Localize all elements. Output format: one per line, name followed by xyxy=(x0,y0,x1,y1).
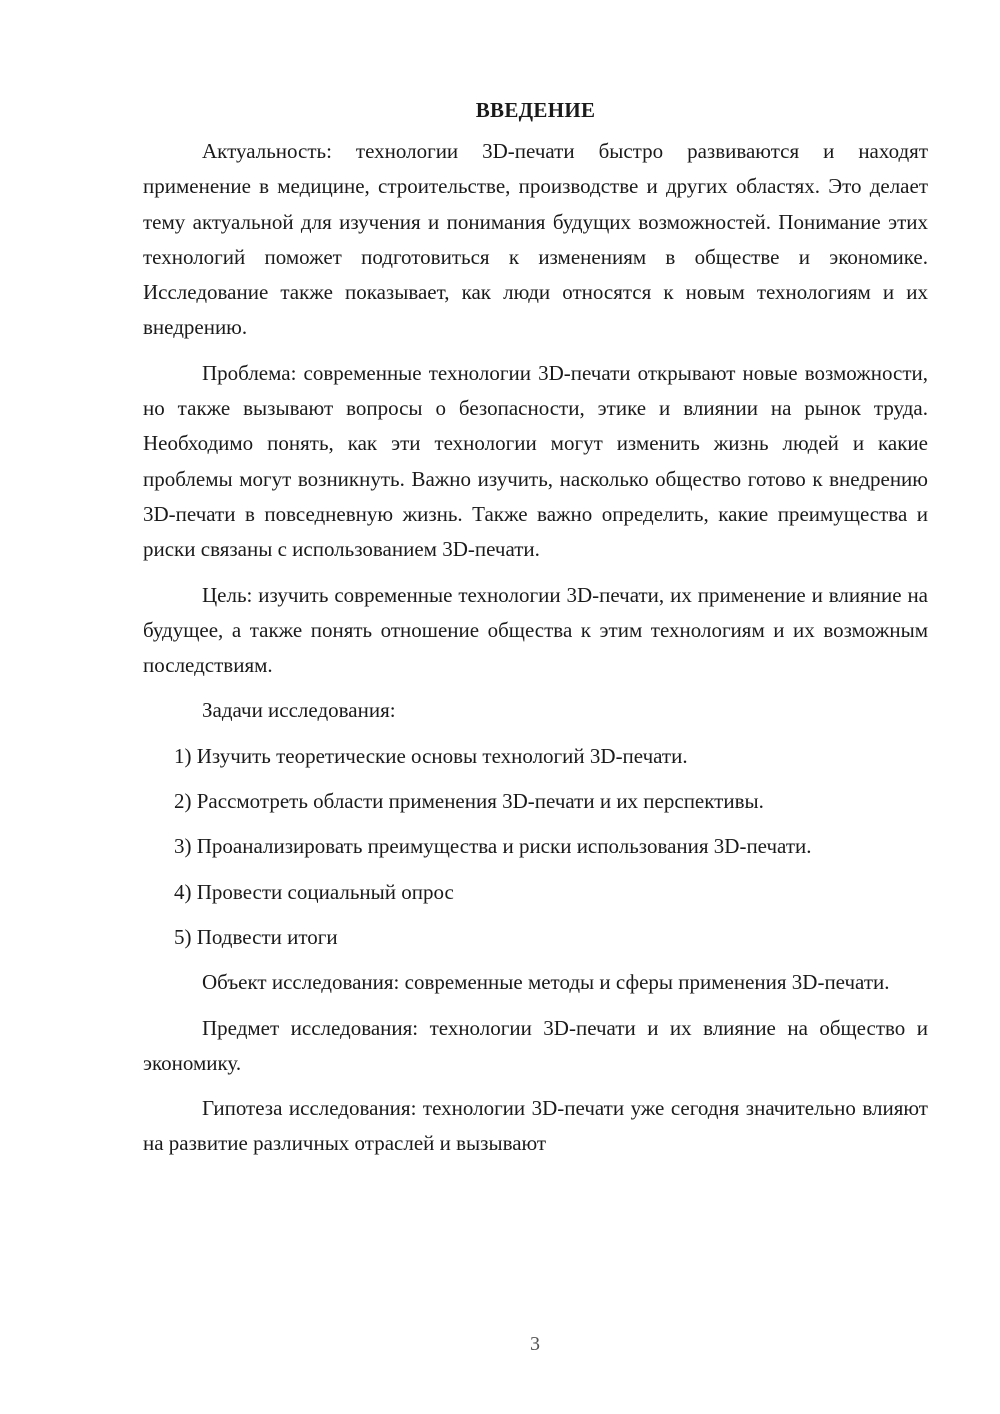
task-item-2: 2) Рассмотреть области применения 3D-печати и их перспективы. xyxy=(174,789,764,814)
paragraph-actuality: Актуальность: технологии 3D-печати быстро развиваются и находят применение в медицине, строительстве, производстве и других областях. Это делает тему актуальной для изучения и понимания будущих возможностей. Понимание этих технологий поможет подготовиться к изменениям в обществе и экономике. Исследование также показывает, как люди относятся к новым технологиям и их внедрению. xyxy=(143,139,928,340)
paragraph-problem: Проблема: современные технологии 3D-печати открывают новые возможности, но также вызывают вопросы о безопасности, этике и влиянии на рынок труда. Необходимо понять, как эти технологии могут изменить жизнь людей и какие проблемы могут возникнуть. Важно изучить, насколько общество готово к внедрению 3D-печати в повседневную жизнь. Также важно определить, какие преимущества и риски связаны с использованием 3D-печати. xyxy=(143,360,928,562)
document-page xyxy=(143,93,928,1172)
task-item-3: 3) Проанализировать преимущества и риски использования 3D-печати. xyxy=(174,834,812,859)
page-number: 3 xyxy=(530,1333,540,1355)
tasks-heading: Задачи исследования: xyxy=(202,698,396,723)
page-title: ВВЕДЕНИЕ xyxy=(475,98,596,122)
task-item-4: 4) Провести социальный опрос xyxy=(174,879,454,904)
task-item-5: 5) Подвести итоги xyxy=(174,924,338,949)
paragraph-object: Объект исследования: современные методы и сферы применения 3D-печати. xyxy=(202,970,890,995)
paragraph-hypothesis: Гипотеза исследования: технологии 3D-печати уже сегодня значительно влияют на развитие различных отраслей и вызывают xyxy=(143,1096,928,1156)
task-item-1: 1) Изучить теоретические основы технологий 3D-печати. xyxy=(174,743,688,768)
paragraph-goal: Цель: изучить современные технологии 3D-печати, их применение и влияние на будущее, а также понять отношение общества к этим технологиям и их возможным последствиям. xyxy=(143,582,928,678)
paragraph-subject: Предмет исследования: технологии 3D-печати и их влияние на общество и экономику. xyxy=(143,1015,928,1075)
